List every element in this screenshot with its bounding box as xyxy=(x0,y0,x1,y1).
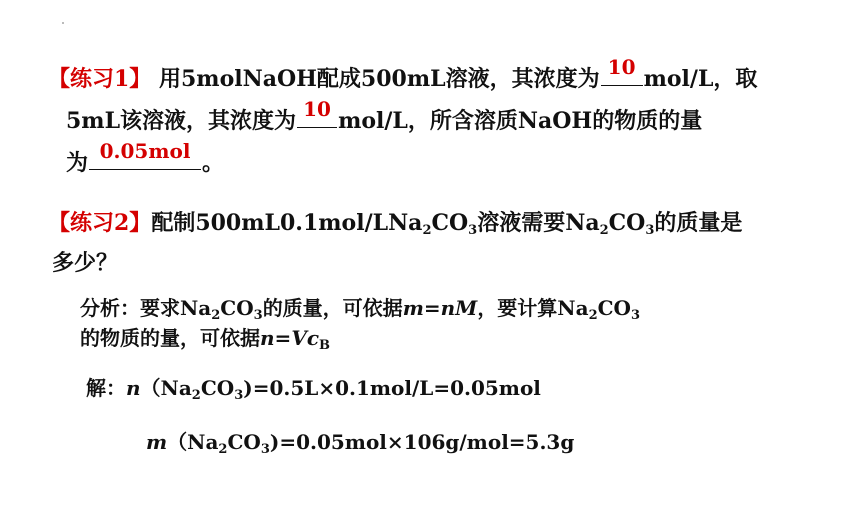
answer-blank-2 xyxy=(297,97,337,128)
exercise1-text-d: mol/L，所含溶质NaOH的物质的量 xyxy=(338,108,703,134)
formula-part: CO xyxy=(220,296,254,320)
exercise2-text-b: 溶液需要Na xyxy=(477,210,600,236)
exercise1-text-f: 。 xyxy=(202,150,225,176)
formula-part: CO xyxy=(431,210,469,236)
subscript-B: B xyxy=(319,338,331,353)
subscript: 2 xyxy=(211,308,221,323)
answer-blank-1 xyxy=(601,55,643,86)
exercise2-text-d: 多少？ xyxy=(52,250,119,276)
exercise1-line3 xyxy=(66,139,225,177)
exercise1-text-c: 5mL该溶液，其浓度为 xyxy=(66,108,297,134)
exercise2-tag: 【练习2】 xyxy=(48,210,152,236)
subscript: 2 xyxy=(599,223,609,238)
analysis-text-a: 分析：要求Na xyxy=(80,296,212,320)
analysis-text-d: 的物质的量，可依据 xyxy=(80,326,260,350)
var-m: m xyxy=(402,296,424,320)
subscript: 2 xyxy=(588,308,598,323)
formula-part: CO xyxy=(227,430,261,454)
analysis-line1 xyxy=(80,292,640,321)
exercise1-line2 xyxy=(66,97,703,135)
var-n: n xyxy=(126,376,141,400)
exercise1-text-a: 用5molNaOH配成500mL溶液，其浓度为 xyxy=(158,66,600,92)
exercise1-line1 xyxy=(48,55,758,93)
var-n: n xyxy=(440,296,456,320)
solution-text-a: )=0.5L×0.1mol/L=0.05mol xyxy=(243,376,541,400)
formula-part: CO xyxy=(200,376,235,400)
var-c: c xyxy=(306,326,320,350)
subscript: 3 xyxy=(468,223,478,238)
exercise2-line1 xyxy=(48,206,742,237)
solution-label: 解： xyxy=(86,376,126,400)
decorative-dot xyxy=(62,22,64,24)
analysis-text-b: 的质量，可依据 xyxy=(262,296,403,320)
formula-part: （Na xyxy=(167,430,219,454)
var-M: M xyxy=(455,296,478,320)
exercise1-text-b: mol/L，取 xyxy=(643,66,758,92)
formula-part: CO xyxy=(597,296,631,320)
answer-1: 10 xyxy=(607,55,636,79)
formula-part: CO xyxy=(608,210,646,236)
exercise2-text-a: 配制500mL0.1mol/LNa xyxy=(151,210,423,236)
equals: = xyxy=(274,326,292,350)
var-n: n xyxy=(260,326,275,350)
solution-line2 xyxy=(146,426,574,455)
answer-2: 10 xyxy=(303,97,331,121)
subscript: 2 xyxy=(218,442,228,457)
analysis-line2 xyxy=(80,322,330,351)
var-V: V xyxy=(291,326,307,350)
exercise1-tag: 【练习1】 xyxy=(48,66,152,92)
exercise2-text-c: 的质量是 xyxy=(654,210,743,236)
analysis-text-c: ，要计算Na xyxy=(477,296,589,320)
solution-text-b: )=0.05mol×106g/mol=5.3g xyxy=(269,430,575,454)
equals: = xyxy=(423,296,441,320)
exercise1-text-e: 为 xyxy=(66,150,89,176)
answer-3: 0.05mol xyxy=(99,139,191,163)
subscript: 2 xyxy=(191,388,201,403)
subscript: 3 xyxy=(630,308,640,323)
subscript: 3 xyxy=(234,388,244,403)
exercise2-line2 xyxy=(52,246,118,277)
subscript: 3 xyxy=(260,442,270,457)
subscript: 3 xyxy=(645,223,655,238)
answer-blank-3 xyxy=(89,139,201,170)
subscript: 3 xyxy=(253,308,263,323)
formula-part: （Na xyxy=(140,376,192,400)
solution-line1 xyxy=(86,372,541,401)
var-m: m xyxy=(146,430,168,454)
subscript: 2 xyxy=(422,223,432,238)
